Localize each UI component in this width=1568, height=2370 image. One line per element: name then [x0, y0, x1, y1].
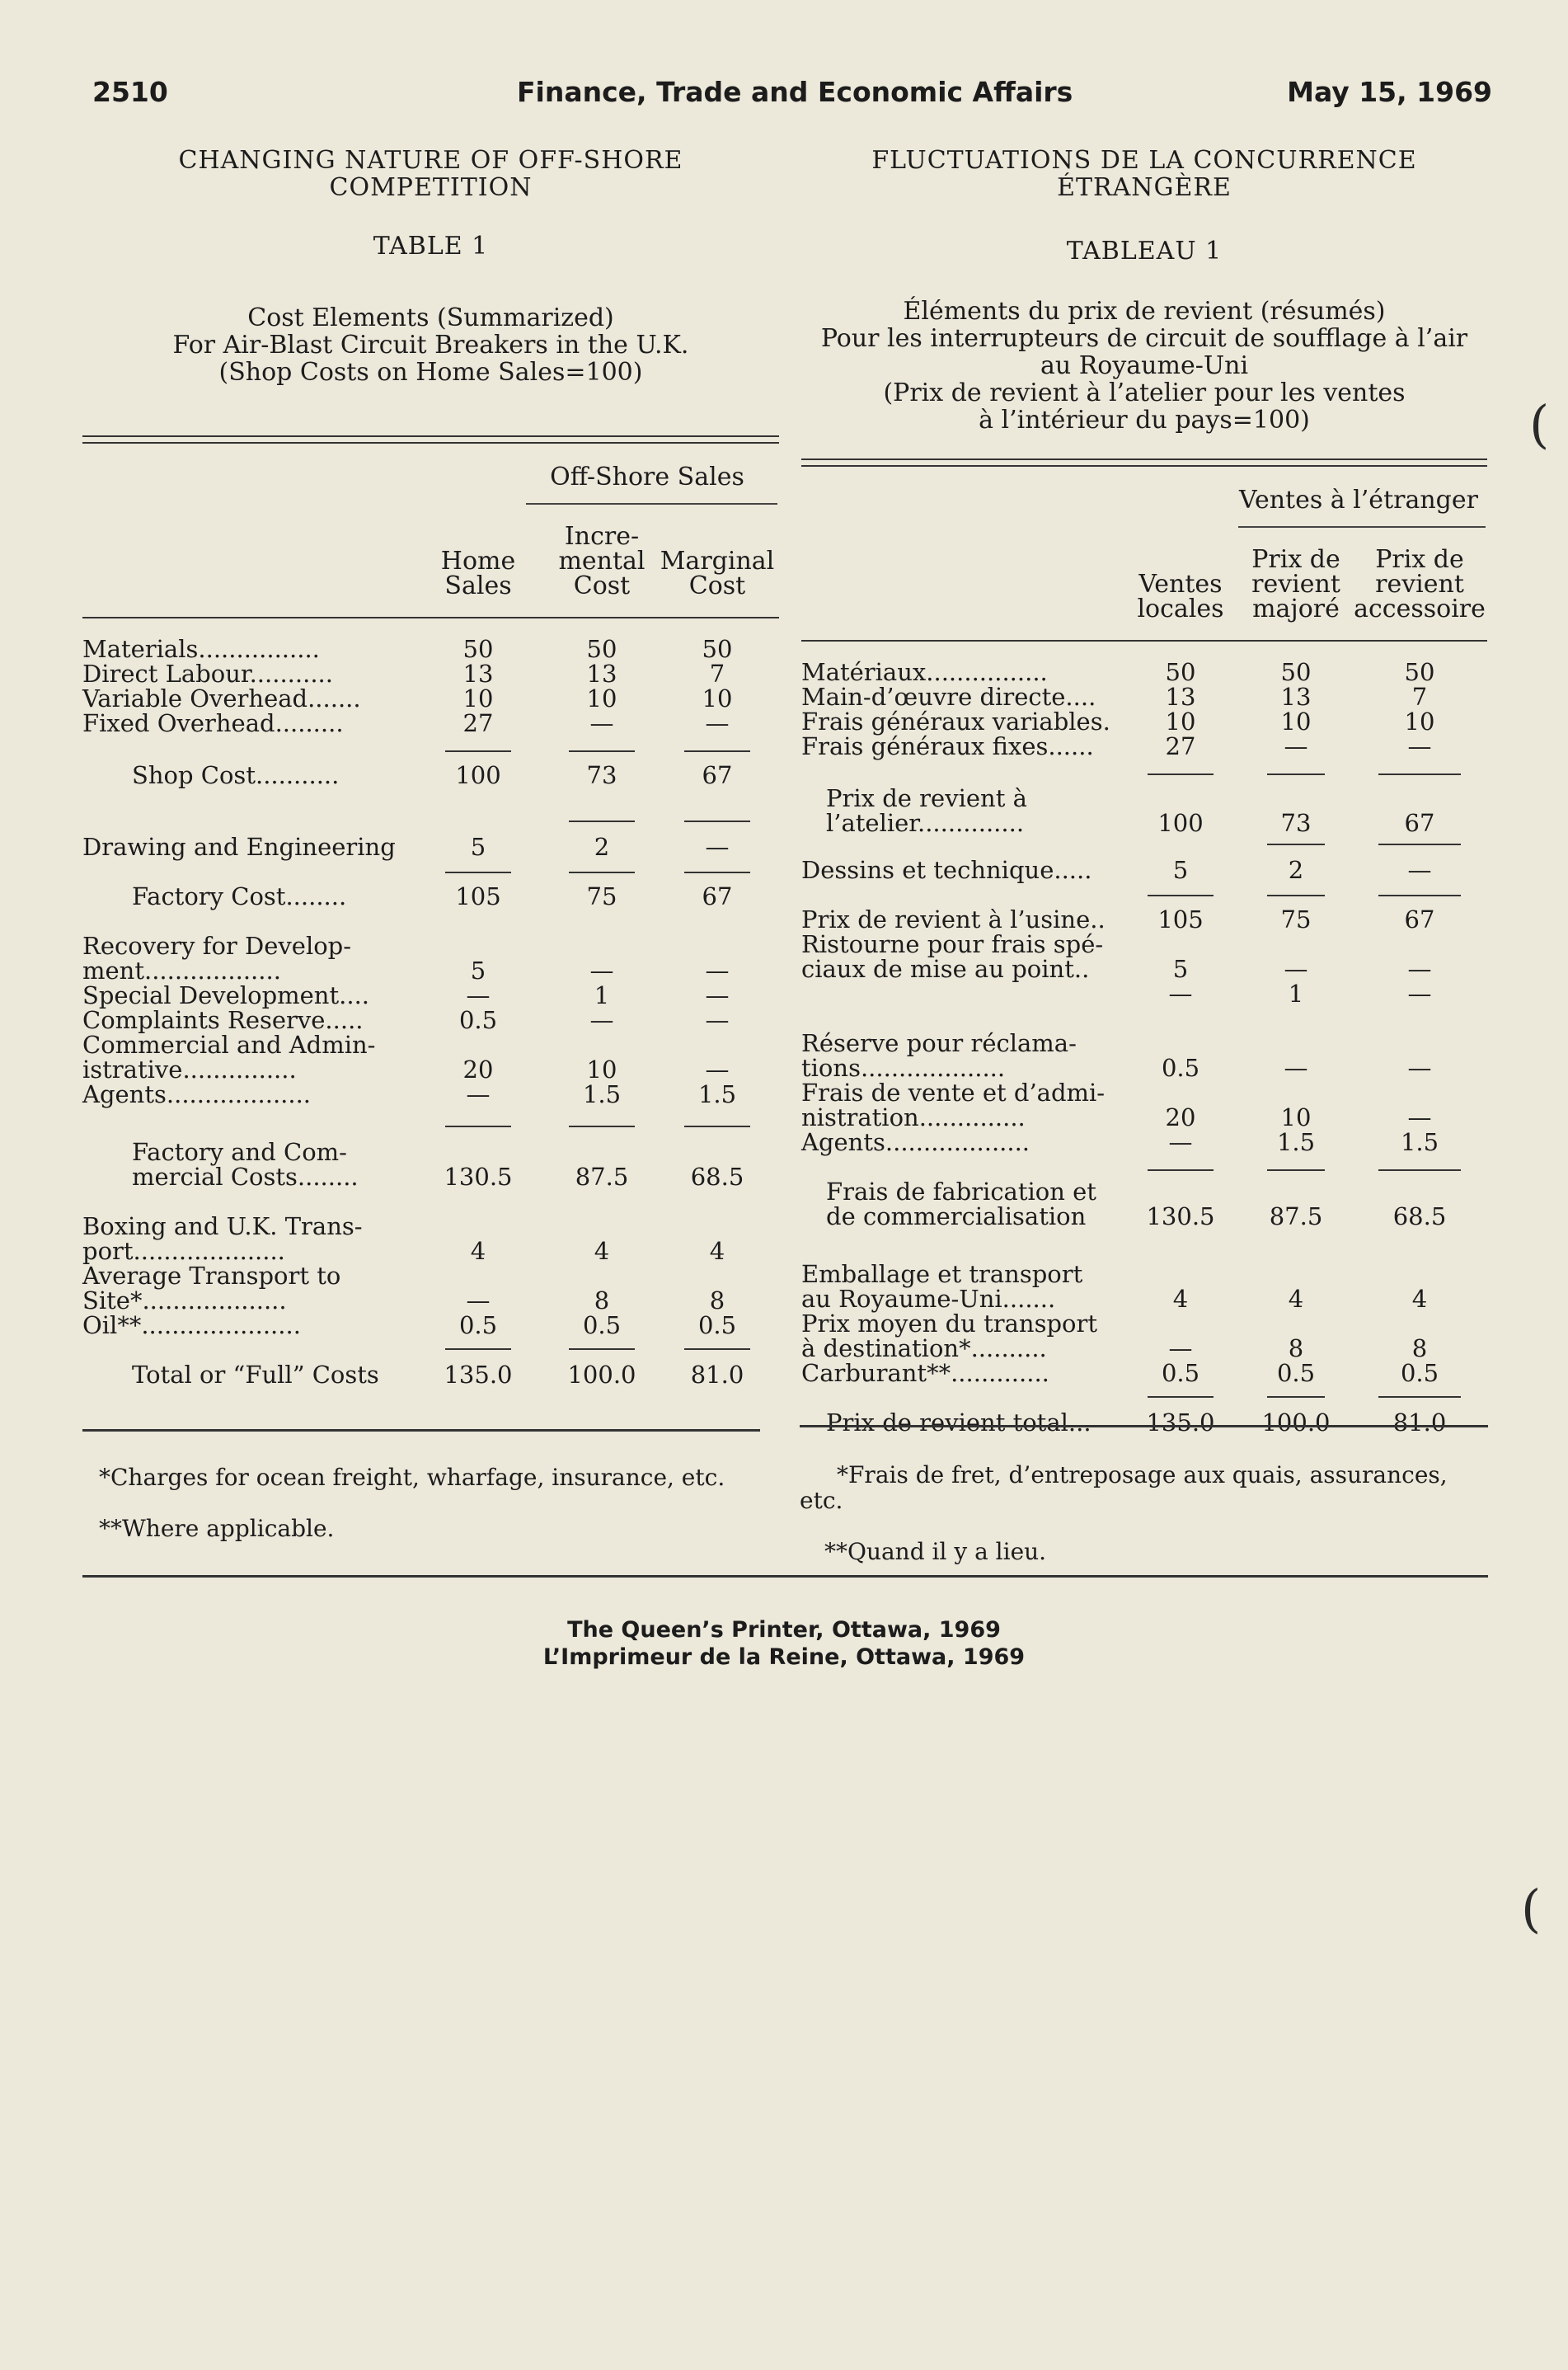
- english-cell-col1: 13: [462, 660, 494, 688]
- subtotal-rule: [1378, 844, 1461, 845]
- french-cell-col3: —: [1407, 1103, 1432, 1131]
- publication-date: May 15, 1969: [1287, 76, 1492, 108]
- english-cell-col2: 1.5: [582, 1080, 622, 1108]
- french-cell-col2: 73: [1280, 809, 1312, 837]
- french-cell-col2: 13: [1280, 683, 1312, 711]
- english-cell-col3: 68.5: [690, 1163, 744, 1191]
- english-cell-col2: 8: [594, 1286, 610, 1314]
- french-cell-col1: 135.0: [1146, 1408, 1215, 1437]
- english-cell-col2: 75: [586, 882, 617, 910]
- group-underline: [1238, 526, 1486, 528]
- row-label: Prix de revient à l’usine..: [801, 905, 1106, 933]
- row-label: Ristourne pour frais spé- ciaux de mise au point..: [801, 930, 1104, 983]
- row-label: Réserve pour réclama- tions...................: [801, 1029, 1077, 1082]
- english-cell-col2: —: [589, 709, 614, 737]
- french-footnote-2: **Quand il y a lieu.: [824, 1538, 1047, 1565]
- english-caption-line3: (Shop Costs on Home Sales=100): [218, 358, 643, 387]
- row-label: Dessins et technique.....: [801, 856, 1092, 884]
- french-cell-col3: —: [1407, 856, 1432, 884]
- english-heading: [82, 147, 779, 201]
- subtotal-rule: [569, 872, 635, 873]
- english-cell-col1: 0.5: [458, 1006, 498, 1034]
- subtotal-rule: [445, 1348, 511, 1350]
- french-cell-col1: —: [1168, 1334, 1193, 1362]
- row-label: Complaints Reserve.....: [82, 1006, 364, 1034]
- french-cell-col3: —: [1407, 732, 1432, 760]
- french-cell-col2: —: [1284, 955, 1308, 983]
- printer-imprint: [0, 1616, 1568, 1671]
- english-cell-col1: —: [466, 1286, 491, 1314]
- french-cell-col2: 4: [1288, 1285, 1304, 1313]
- row-label: Drawing and Engineering: [82, 833, 396, 861]
- row-label: Fixed Overhead.........: [82, 709, 344, 737]
- french-footnote-1: *Frais de fret, d’entreposage aux quais, assurances, etc.: [800, 1461, 1448, 1514]
- english-cell-col2: 87.5: [575, 1163, 629, 1191]
- row-label: Prix moyen du transport à destination*..........: [801, 1310, 1097, 1362]
- subtotal-rule: [1148, 1396, 1214, 1398]
- row-label: Carburant**.............: [801, 1359, 1049, 1387]
- row-label: Frais généraux variables.: [801, 708, 1110, 736]
- subtotal-rule: [1267, 774, 1325, 775]
- english-cell-col1: 130.5: [444, 1163, 513, 1191]
- subtotal-rule: [569, 1126, 635, 1127]
- french-cell-col2: 87.5: [1269, 1202, 1323, 1230]
- french-cell-col1: 4: [1172, 1285, 1189, 1313]
- row-label: Oil**.....................: [82, 1311, 301, 1339]
- french-cell-col3: —: [1407, 955, 1432, 983]
- french-cell-col2: —: [1284, 1054, 1308, 1082]
- english-cell-col3: —: [705, 833, 730, 861]
- imprint-line-french: L’Imprimeur de la Reine, Ottawa, 1969: [542, 1644, 1026, 1670]
- french-cell-col3: 8: [1411, 1334, 1428, 1362]
- french-cell-col1: 5: [1172, 955, 1189, 983]
- imprint-line-english: The Queen’s Printer, Ottawa, 1969: [567, 1617, 1001, 1643]
- french-cell-col3: 68.5: [1392, 1202, 1447, 1230]
- french-heading-line1: FLUCTUATIONS DE LA CONCURRENCE: [871, 146, 1417, 175]
- french-cell-col3: 81.0: [1392, 1408, 1447, 1437]
- english-cell-col3: —: [705, 1006, 730, 1034]
- english-cell-col1: —: [466, 1080, 491, 1108]
- row-label: Prix de revient total...: [826, 1408, 1091, 1437]
- english-cell-col3: —: [705, 957, 730, 985]
- french-cell-col3: 67: [1404, 905, 1435, 933]
- french-cell-col1: 0.5: [1161, 1054, 1200, 1082]
- french-cell-col1: 130.5: [1146, 1202, 1215, 1230]
- row-label: Frais de vente et d’admi- nistration..............: [801, 1079, 1106, 1131]
- french-cell-col2: 75: [1280, 905, 1312, 933]
- english-cell-col1: 135.0: [444, 1361, 513, 1389]
- subtotal-rule: [1267, 895, 1325, 896]
- french-cell-col2: 50: [1280, 658, 1312, 686]
- english-cell-col2: 100.0: [567, 1361, 636, 1389]
- french-cell-col2: 100.0: [1261, 1408, 1331, 1437]
- row-label: Boxing and U.K. Trans- port....................: [82, 1212, 363, 1265]
- subtotal-rule: [1378, 895, 1461, 896]
- row-label: Factory and Com- mercial Costs........: [132, 1138, 359, 1191]
- row-label: Commercial and Admin- istrative...............: [82, 1031, 376, 1084]
- french-cell-col2: 1: [1288, 980, 1304, 1008]
- subtotal-rule: [445, 872, 511, 873]
- row-label: Recovery for Develop- ment..................: [82, 932, 352, 985]
- french-cell-col1: 0.5: [1161, 1359, 1200, 1387]
- row-label: Shop Cost...........: [132, 761, 340, 789]
- publication-title: Finance, Trade and Economic Affairs: [517, 76, 1073, 108]
- english-cell-col1: 0.5: [458, 1311, 498, 1339]
- french-cell-col3: 10: [1404, 708, 1435, 736]
- subtotal-rule: [445, 1126, 511, 1127]
- english-cell-col3: 8: [709, 1286, 725, 1314]
- english-caption: [82, 304, 779, 386]
- french-table-label: TABLEAU 1: [1066, 237, 1223, 266]
- subtotal-rule: [1267, 1169, 1325, 1171]
- french-column-headers: [801, 467, 1487, 640]
- english-cell-col3: 67: [702, 882, 733, 910]
- french-cell-col3: 1.5: [1400, 1128, 1439, 1156]
- french-footnote-rule: [800, 1425, 1488, 1427]
- french-cell-col1: 105: [1157, 905, 1204, 933]
- french-cell-col1: 20: [1165, 1103, 1196, 1131]
- subtotal-rule: [684, 1348, 750, 1350]
- row-label: Frais de fabrication et de commercialisation: [826, 1178, 1096, 1230]
- subtotal-rule: [684, 750, 750, 752]
- row-label: Emballage et transport au Royaume-Uni.......: [801, 1260, 1083, 1313]
- english-cell-col1: 10: [462, 684, 494, 712]
- english-heading-line2: COMPETITION: [329, 173, 533, 202]
- subtotal-rule: [1378, 1169, 1461, 1171]
- english-cell-col3: 7: [709, 660, 725, 688]
- french-group-header: Ventes à l’étranger: [1239, 486, 1478, 515]
- french-caption-line2: Pour les interrupteurs de circuit de soufflage à l’air: [820, 324, 1468, 353]
- subtotal-rule: [569, 750, 635, 752]
- english-cell-col3: 4: [709, 1237, 725, 1265]
- column-header-marginal-cost: Marginal Cost: [660, 547, 775, 600]
- french-cell-col1: —: [1168, 1128, 1193, 1156]
- english-cell-col2: 0.5: [582, 1311, 622, 1339]
- subtotal-rule: [569, 1348, 635, 1350]
- row-label: Average Transport to Site*...................: [82, 1262, 341, 1314]
- subtotal-rule: [1267, 844, 1325, 845]
- english-cell-col3: —: [705, 981, 730, 1009]
- french-cell-col2: 2: [1288, 856, 1304, 884]
- english-cell-col3: 67: [702, 761, 733, 789]
- english-cell-col2: 13: [586, 660, 617, 688]
- french-heading: [801, 147, 1487, 201]
- french-cell-col1: 5: [1172, 856, 1189, 884]
- french-cell-col3: 7: [1411, 683, 1428, 711]
- french-cell-col1: 10: [1165, 708, 1196, 736]
- english-group-header: Off-Shore Sales: [550, 463, 744, 491]
- english-cell-col2: 1: [594, 981, 610, 1009]
- english-cell-col2: —: [589, 957, 614, 985]
- english-footnote-2: **Where applicable.: [99, 1515, 335, 1542]
- french-caption-line3: au Royaume-Uni: [1040, 351, 1249, 380]
- english-cell-col2: 10: [586, 684, 617, 712]
- subtotal-rule: [1378, 1396, 1461, 1398]
- binding-hole-mark: (: [1521, 1879, 1542, 1939]
- english-cell-col2: 73: [586, 761, 617, 789]
- subtotal-rule: [569, 821, 635, 822]
- row-label: Agents...................: [82, 1080, 312, 1108]
- english-cell-col3: 81.0: [690, 1361, 744, 1389]
- english-column-headers: [82, 444, 779, 617]
- english-cell-col1: 27: [462, 709, 494, 737]
- english-cell-col3: 10: [702, 684, 733, 712]
- subtotal-rule: [684, 821, 750, 822]
- english-cell-col1: 5: [470, 957, 486, 985]
- french-footnotes: [800, 1437, 1492, 1590]
- french-cell-col2: 8: [1288, 1334, 1304, 1362]
- french-cell-col2: 10: [1280, 1103, 1312, 1131]
- subtotal-rule: [1148, 1169, 1214, 1171]
- french-cell-col1: —: [1168, 980, 1193, 1008]
- french-cell-col3: 67: [1404, 809, 1435, 837]
- english-heading-line1: CHANGING NATURE OF OFF-SHORE: [178, 146, 683, 175]
- subtotal-rule: [1148, 895, 1214, 896]
- subtotal-rule: [445, 750, 511, 752]
- english-cell-col3: —: [705, 1056, 730, 1084]
- page-footer-rule: [82, 1575, 1488, 1578]
- row-label: Materials................: [82, 635, 320, 663]
- french-table-top-rule: [801, 458, 1487, 467]
- header-rule: [82, 617, 779, 618]
- french-cell-col1: 13: [1165, 683, 1196, 711]
- french-heading-line2: ÉTRANGÈRE: [1057, 173, 1232, 202]
- row-label: Total or “Full” Costs: [132, 1361, 379, 1389]
- page-number: 2510: [92, 76, 168, 108]
- subtotal-rule: [684, 1126, 750, 1127]
- row-label: Matériaux................: [801, 658, 1048, 686]
- column-header-home-sales: Home Sales: [440, 547, 516, 600]
- running-header: [92, 76, 1492, 117]
- subtotal-rule: [1378, 774, 1461, 775]
- french-caption: [801, 298, 1487, 434]
- english-cell-col2: 10: [586, 1056, 617, 1084]
- english-cell-col3: 1.5: [697, 1080, 737, 1108]
- french-cell-col1: 100: [1157, 809, 1204, 837]
- column-header-prix-revient-accessoire: Prix de revient accessoire: [1354, 545, 1486, 623]
- english-footnote-rule: [82, 1429, 760, 1432]
- french-caption-line4: (Prix de revient à l’atelier pour les ventes: [883, 379, 1406, 407]
- english-cell-col1: 105: [455, 882, 501, 910]
- french-cell-col1: 27: [1165, 732, 1196, 760]
- french-cell-col2: 0.5: [1276, 1359, 1316, 1387]
- row-label: Prix de revient à l’atelier..............: [826, 784, 1027, 837]
- french-caption-line1: Éléments du prix de revient (résumés): [903, 297, 1386, 326]
- french-cell-col3: —: [1407, 1054, 1432, 1082]
- english-cell-col2: 2: [594, 833, 610, 861]
- english-cell-col2: 50: [586, 635, 617, 663]
- french-cell-col3: 50: [1404, 658, 1435, 686]
- english-cell-col1: 20: [462, 1056, 494, 1084]
- row-label: Frais généraux fixes......: [801, 732, 1094, 760]
- row-label: Variable Overhead.......: [82, 684, 361, 712]
- english-footnotes: [99, 1439, 775, 1567]
- english-column: [82, 146, 779, 1389]
- english-cell-col3: —: [705, 709, 730, 737]
- row-label: Agents...................: [801, 1128, 1030, 1156]
- french-cell-col2: 10: [1280, 708, 1312, 736]
- english-cell-col2: —: [589, 1006, 614, 1034]
- row-label: Direct Labour...........: [82, 660, 333, 688]
- english-footnote-1: *Charges for ocean freight, wharfage, insurance, etc.: [99, 1464, 725, 1491]
- header-rule: [801, 640, 1487, 642]
- english-table-label: TABLE 1: [373, 232, 489, 261]
- binding-hole-mark: (: [1529, 394, 1550, 454]
- english-cell-col1: 50: [462, 635, 494, 663]
- subtotal-rule: [1267, 1396, 1325, 1398]
- english-caption-line1: Cost Elements (Summarized): [247, 303, 614, 332]
- row-label: Factory Cost........: [132, 882, 347, 910]
- french-cell-col2: —: [1284, 732, 1308, 760]
- subtotal-rule: [684, 872, 750, 873]
- column-header-prix-revient-majore: Prix de revient majoré: [1251, 545, 1340, 623]
- french-cell-col3: 4: [1411, 1285, 1428, 1313]
- english-caption-line2: For Air-Blast Circuit Breakers in the U.K.: [172, 331, 689, 360]
- english-table-top-rule: [82, 435, 779, 444]
- row-label: Main-d’œuvre directe....: [801, 683, 1096, 711]
- french-caption-line5: à l’intérieur du pays=100): [979, 406, 1310, 435]
- subtotal-rule: [1148, 774, 1214, 775]
- row-label: Special Development....: [82, 981, 370, 1009]
- english-cell-col3: 50: [702, 635, 733, 663]
- french-cell-col3: —: [1407, 980, 1432, 1008]
- french-cell-col2: 1.5: [1276, 1128, 1316, 1156]
- english-cell-col1: 100: [455, 761, 501, 789]
- english-cell-col1: —: [466, 981, 491, 1009]
- french-column: [801, 146, 1487, 1437]
- english-cell-col2: 4: [594, 1237, 610, 1265]
- french-cell-col1: 50: [1165, 658, 1196, 686]
- column-header-ventes-locales: Ventes locales: [1137, 570, 1224, 623]
- english-cell-col1: 5: [470, 833, 486, 861]
- group-underline: [526, 503, 777, 505]
- english-cell-col1: 4: [470, 1237, 486, 1265]
- english-cell-col3: 0.5: [697, 1311, 737, 1339]
- column-header-incremental-cost: Incre- mental Cost: [558, 522, 646, 600]
- french-cell-col3: 0.5: [1400, 1359, 1439, 1387]
